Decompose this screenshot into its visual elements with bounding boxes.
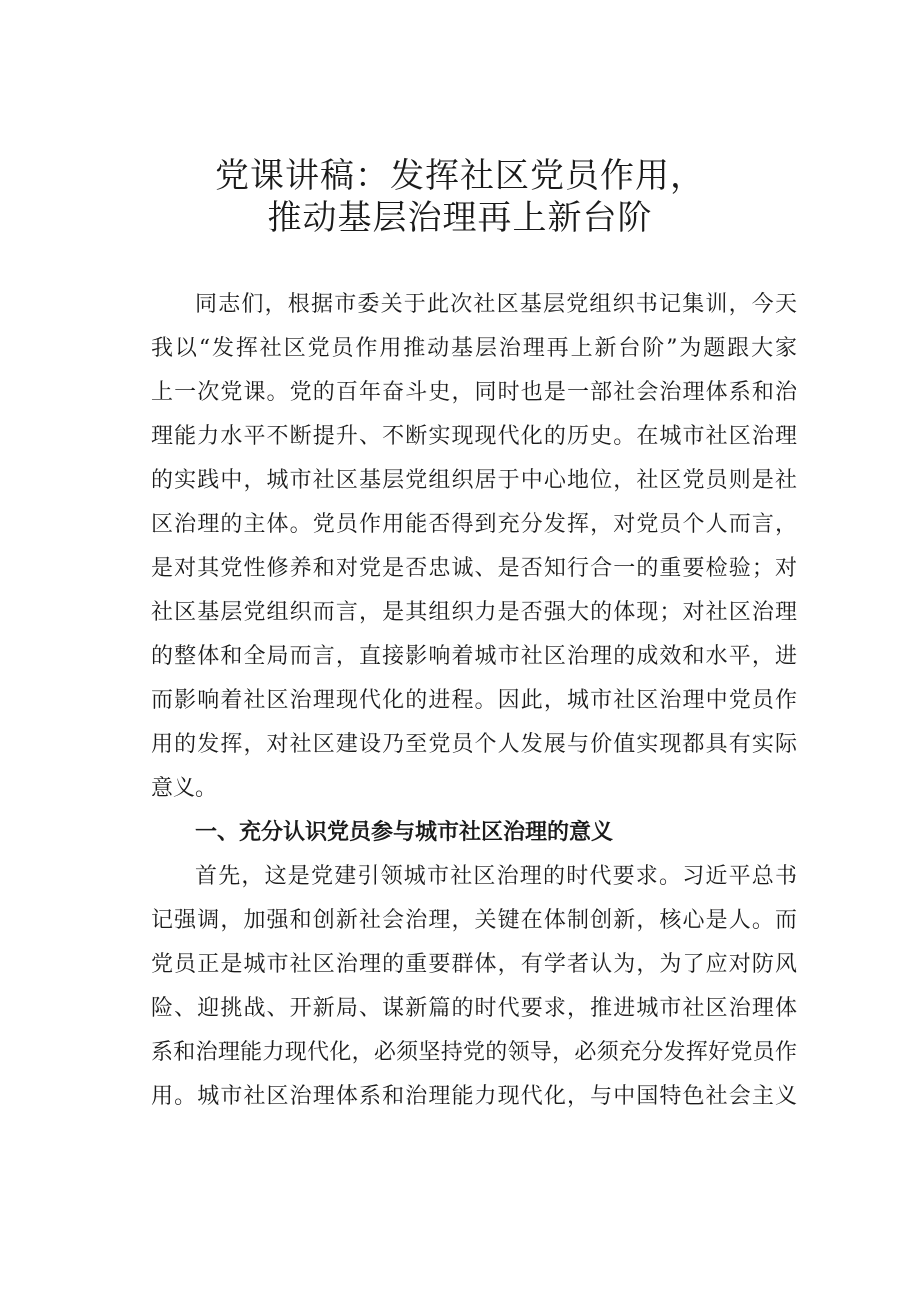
paragraph-line: 理能力水平不断提升、不断实现现代化的历史。在城市社区治理 xyxy=(151,424,797,449)
paragraph-line: 用。城市社区治理体系和治理能力现代化，与中国特色社会主义 xyxy=(151,1084,797,1109)
document-title-line-1: 党课讲稿：发挥社区党员作用， xyxy=(215,156,705,196)
paragraph-line: 的实践中，城市社区基层党组织居于中心地位，社区党员则是社 xyxy=(151,468,797,493)
paragraph-line: 首先，这是党建引领城市社区治理的时代要求。习近平总书 xyxy=(195,864,797,889)
paragraph-line: 是对其党性修养和对党是否忠诚、是否知行合一的重要检验；对 xyxy=(151,556,797,581)
paragraph-line: 记强调，加强和创新社会治理，关键在体制创新，核心是人。而 xyxy=(151,908,797,933)
paragraph-line: 而影响着社区治理现代化的进程。因此，城市社区治理中党员作 xyxy=(151,688,797,713)
paragraph-line: 我以“发挥社区党员作用推动基层治理再上新台阶”为题跟大家 xyxy=(151,336,797,361)
paragraph-line: 系和治理能力现代化，必须坚持党的领导，必须充分发挥好党员作 xyxy=(151,1040,797,1065)
paragraph-line: 同志们，根据市委关于此次社区基层党组织书记集训，今天 xyxy=(195,292,797,317)
paragraph-line: 党员正是城市社区治理的重要群体，有学者认为，为了应对防风 xyxy=(151,952,797,977)
paragraph-line: 区治理的主体。党员作用能否得到充分发挥，对党员个人而言， xyxy=(151,512,797,537)
paragraph-line: 意义。 xyxy=(151,776,218,801)
paragraph-line: 社区基层党组织而言，是其组织力是否强大的体现；对社区治理 xyxy=(151,600,797,625)
paragraph-line: 险、迎挑战、开新局、谋新篇的时代要求，推进城市社区治理体 xyxy=(151,996,797,1021)
paragraph-line: 上一次党课。党的百年奋斗史，同时也是一部社会治理体系和治 xyxy=(151,380,797,405)
section-heading: 一、充分认识党员参与城市社区治理的意义 xyxy=(195,820,614,845)
paragraph-line: 的整体和全局而言，直接影响着城市社区治理的成效和水平，进 xyxy=(151,644,797,669)
document-title-line-2: 推动基层治理再上新台阶 xyxy=(267,198,653,238)
paragraph-line: 用的发挥，对社区建设乃至党员个人发展与价值实现都具有实际 xyxy=(151,732,797,757)
